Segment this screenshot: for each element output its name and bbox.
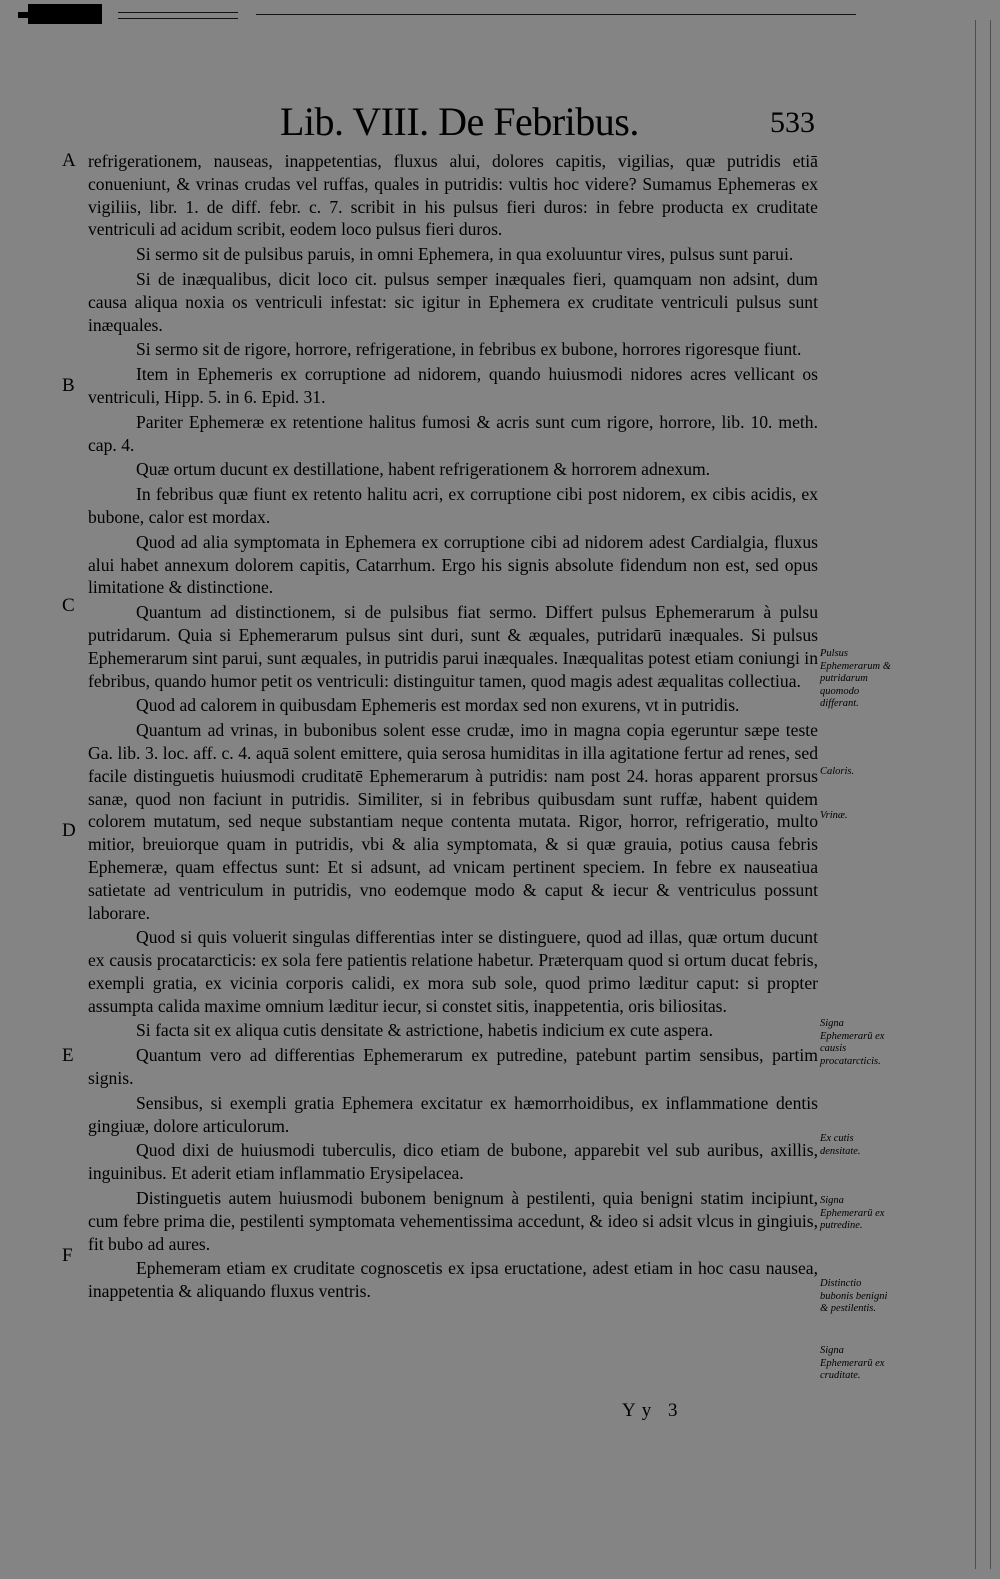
margin-note-bubonis: Distinctio bubonis benigni & pestilentis. xyxy=(820,1278,888,1314)
paragraph: Quod dixi de huiusmodi tuberculis, dico etiam de bubone, apparebit vel sub auribus, axillis, inguinibus. Et aderit etiam inflammatio Erysipelacea. xyxy=(88,1140,818,1184)
body-text xyxy=(88,150,818,1305)
top-rule-main xyxy=(256,14,856,15)
paragraph: Quod si quis voluerit singulas differentias inter se distinguere, quod ad illas, quæ ortum ducunt ex causis procatarcticis: ex sola fere patientis relatione habetur. Præterquam quod si ortum ducat febris, exempli gratia, ex vicinia corporis calidi, ex mora sub sole, quod primo læditur caput: si propter assumpta calida maxime omnium læditur iecur, si constet sitis, inappetentia, oris biliositas. xyxy=(88,927,818,1016)
top-rule-left-2 xyxy=(118,18,238,19)
margin-note-procatarcticis: Signa Ephemerarū ex causis procatarcticis. xyxy=(820,1018,885,1067)
page-edge-line-2 xyxy=(990,20,991,1569)
paragraph: Ephemeram etiam ex cruditate cognoscetis ex ipsa eructatione, adest etiam in hoc casu nausea, inappetentia & aliquando fluxus ventris. xyxy=(88,1258,818,1302)
paragraph: Si sermo sit de rigore, horrore, refrigeratione, in febribus ex bubone, horrores rigoresque fiunt. xyxy=(136,339,802,360)
section-letter-b: B xyxy=(62,375,75,396)
margin-note-vrinae: Vrinæ. xyxy=(820,810,848,821)
paragraph: Quod ad calorem in quibusdam Ephemeris est mordax sed non exurens, vt in putridis. xyxy=(136,695,740,716)
paragraph: Quantum ad distinctionem, si de pulsibus fiat sermo. Differt pulsus Ephemerarum à pulsu putridarum. Quia si Ephemerarum pulsus sint duri, sunt & æquales, putridarū inæquales. Si pulsus Ephemerarum sint parui, sunt æquales, in putridis parui inæquales. Inæqualitas potest etiam coniungi in febribus, quando humor petit os ventriculi: distinguitur tamen, quod magis adest æqualitas collectiua. xyxy=(88,602,818,691)
paragraph: Quantum vero ad differentias Ephemerarum ex putredine, patebunt partim sensibus, partim signis. xyxy=(88,1045,818,1089)
paragraph: Si facta sit ex aliqua cutis densitate & astrictione, habetis indicium ex cute aspera. xyxy=(136,1020,713,1041)
paragraph: Si sermo sit de pulsibus paruis, in omni Ephemera, in qua exoluuntur vires, pulsus sunt parui. xyxy=(136,244,794,265)
page-number: 533 xyxy=(770,106,815,139)
paragraph: Quantum ad vrinas, in bubonibus solent esse crudæ, imo in magna copia egeruntur sæpe teste Ga. lib. 3. loc. aff. c. 4. aquā solent emittere, quia serosa humiditas in illa agitatione fertur ad renes, sed facile distinguetis huiusmodi cruditatē Ephemerarum à putridis: nam post 24. horas apparent prorsus sanæ, quod non faciunt in putridis. Similiter, si in febribus quibusdam sunt ruffæ, habent quidem colorem mutatum, sed neque substantiam neque contenta mutata. Rigor, horror, refrigeratio, multo mitior, breuiorque quam in putridis, vbi & alia symptomata, & si quæ grauia, potius causa febris Ephemeræ, quam effectus sunt: Et si adsunt, ad vnicam pertinent speciem. In febre ex nauseatiua satietate ad ventriculum in putridis, vno eodemque modo & caput & iecur & ventriculus possunt laborare. xyxy=(88,720,818,923)
margin-note-caloris: Caloris. xyxy=(820,766,855,777)
top-rule-left xyxy=(118,12,238,13)
paragraph: Sensibus, si exempli gratia Ephemera excitatur ex hæmorrhoidibus, ex inflammatione dentis gingiuæ, dolore articulorum. xyxy=(88,1092,818,1136)
top-black-bar-extension xyxy=(18,12,102,18)
running-header xyxy=(0,98,1000,148)
margin-note-pulsus: Pulsus Ephemerarum & putridarum quomodo differant. xyxy=(820,648,891,709)
paragraph: Quod ad alia symptomata in Ephemera ex corruptione cibi ad nidorem adest Cardialgia, fluxus alui habet annexum dolorem capitis, Catarrhum. Ergo his signis absolute fidendum non est, sed opus limitatione & distinctione. xyxy=(88,531,818,598)
paragraph: In febribus quæ fiunt ex retento halitu acri, ex corruptione cibi post nidorem, ex cibis acidis, ex bubone, calor est mordax. xyxy=(88,484,818,527)
paragraph: Quæ ortum ducunt ex destillatione, habent refrigerationem & horrorem adnexum. xyxy=(136,459,711,480)
section-letter-f: F xyxy=(62,1245,73,1266)
margin-note-cruditate: Signa Ephemerarū ex cruditate. xyxy=(820,1345,885,1381)
margin-note-cutis: Ex cutis densitate. xyxy=(820,1133,861,1157)
paragraph: Item in Ephemeris ex corruptione ad nidorem, quando huiusmodi nidores acres vellicant os ventriculi, Hipp. 5. in 6. Epid. 31. xyxy=(88,364,818,407)
running-title: Lib. VIII. De Febribus. xyxy=(280,99,639,144)
paragraph: Si de inæqualibus, dicit loco cit. pulsus semper inæquales fieri, quamquam non adsint, dum causa aliqua noxia os ventriculi infestat: sic igitur in Ephemera ex cruditate ventriculi pulsus sunt inæquales. xyxy=(88,268,818,335)
signature-mark: Yy 3 xyxy=(622,1400,684,1421)
paragraph: Distinguetis autem huiusmodi bubonem benignum à pestilenti, quia benigni statim incipiunt, cum febre prima die, pestilenti symptomata vehementissima accedunt, & ideo si adsit vlcus in gingiuis, fit bubo ad aures. xyxy=(88,1188,818,1254)
section-letter-c: C xyxy=(62,595,75,616)
section-letter-e: E xyxy=(62,1045,74,1066)
paragraph: Pariter Ephemeræ ex retentione halitus fumosi & acris sunt cum rigore, horrore, lib. 10. meth. cap. 4. xyxy=(88,411,818,455)
paragraph: refrigerationem, nauseas, inappetentias, fluxus alui, dolores capitis, vigilias, quæ putridis etiā conueniunt, & vrinas crudas vel ruffas, quales in putridis: vultis hoc videre? Sumamus Ephemeras ex vigiliis, libr. 1. de diff. febr. c. 7. scribit in his pulsus fieri duros: in febre producta ex cruditate ventriculi ad acidum scribit, eodem loco pulsus fieri duros. xyxy=(88,151,818,240)
section-letter-d: D xyxy=(62,820,76,841)
section-letter-a: A xyxy=(62,150,76,171)
page-edge-line xyxy=(975,20,976,1569)
margin-note-putredine: Signa Ephemerarū ex putredine. xyxy=(820,1195,885,1231)
